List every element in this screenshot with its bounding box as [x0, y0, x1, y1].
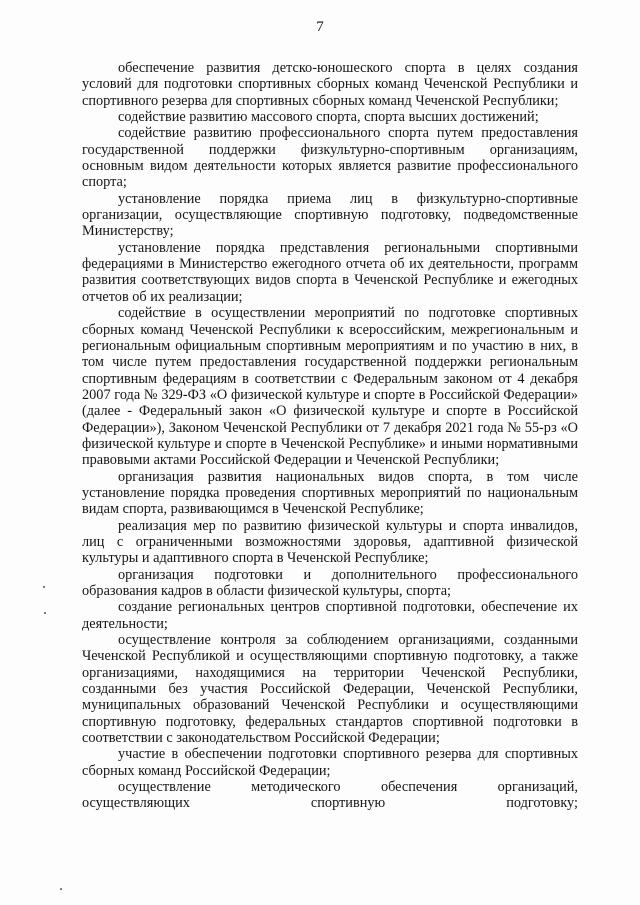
paragraph-national-teams-support: содействие в осуществлении мероприятий по подготовке спортивных сборных команд Чеченской Республики к всероссийским, межрегиональным и региональным официальным спортивным мероприятиям и по участию в них, в том числе путем предоставления государственной поддержки региональным спортивным федерациям в соответствии с Федеральным законом от 4 декабря 2007 года № 329-ФЗ «О физической культуре и спорте в Российской Федерации» (далее - Федеральный закон «О физической культуре и спорте в Российской Федерации»), Законом Чеченской Республики от 7 декабря 2021 года № 55-рз «О физической культуре и спорте в Чеченской Республике» и иными нормативными правовыми актами Российской Федерации и Чеченской Республики;: [82, 305, 578, 469]
paragraph-sport-reserve: участие в обеспечении подготовки спортивного резерва для спортивных сборных команд Российской Федерации;: [82, 746, 578, 779]
paragraph-national-sports: организация развития национальных видов спорта, в том числе установление порядка проведения спортивных мероприятий по национальным видам спорта, развивающимся в Чеченской Республике;: [82, 468, 578, 518]
paragraph-regional-centers: создание региональных центров спортивной подготовки, обеспечение их деятельности;: [82, 599, 578, 632]
paragraph-standards-control: осуществление контроля за соблюдением организациями, созданными Чеченской Республикой и осуществляющими спортивную подготовку, а также организациями, находящимися на территории Чеченской Республики, созданными без участия Российской Федерации, Чеченской Республики, муниципальных образований Чеченской Республики и осуществляющими спортивную подготовку, федеральных стандартов спортивной подготовки в соответствии с законодательством Российской Федерации;: [82, 632, 578, 747]
scan-speck: [44, 612, 46, 614]
paragraph-admission-order: установление порядка приема лиц в физкультурно-спортивные организации, осуществляющие спортивную подготовку, подведомственные Министерству;: [82, 190, 578, 240]
paragraph-federation-reports: установление порядка представления региональными спортивными федерациями в Министерство ежегодного отчета об их деятельности, программ развития соответствующих видов спорта в Чеченской Республике и ежегодных отчетов об их реализации;: [82, 239, 578, 305]
paragraph-methodical-support: осуществление методического обеспечения организаций, осуществляющих спортивную подготовку;: [82, 779, 578, 812]
scan-speck: [43, 586, 45, 588]
paragraph-professional-sport: содействие развитию профессионального спорта путем предоставления государственной поддержки физкультурно-спортивным организациям, основным видом деятельности которых является развитие профессионального спорта;: [82, 125, 578, 191]
document-body: [82, 60, 578, 812]
page-number: 7: [316, 19, 324, 35]
paragraph-mass-sport: содействие развитию массового спорта, спорта высших достижений;: [118, 109, 539, 126]
paragraph-staff-training: организация подготовки и дополнительного профессионального образования кадров в области физической культуры, спорта;: [82, 566, 578, 599]
paragraph-adaptive-sport: реализация мер по развитию физической культуры и спорта инвалидов, лиц с ограниченными возможностями здоровья, адаптивной физической культуры и адаптивного спорта в Чеченской Республике;: [82, 517, 578, 567]
scan-speck: [60, 888, 62, 890]
paragraph-youth-sport: обеспечение развития детско-юношеского спорта в целях создания условий для подготовки спортивных сборных команд Чеченской Республики и спортивного резерва для спортивных сборных команд Чеченской Республики;: [82, 60, 578, 109]
